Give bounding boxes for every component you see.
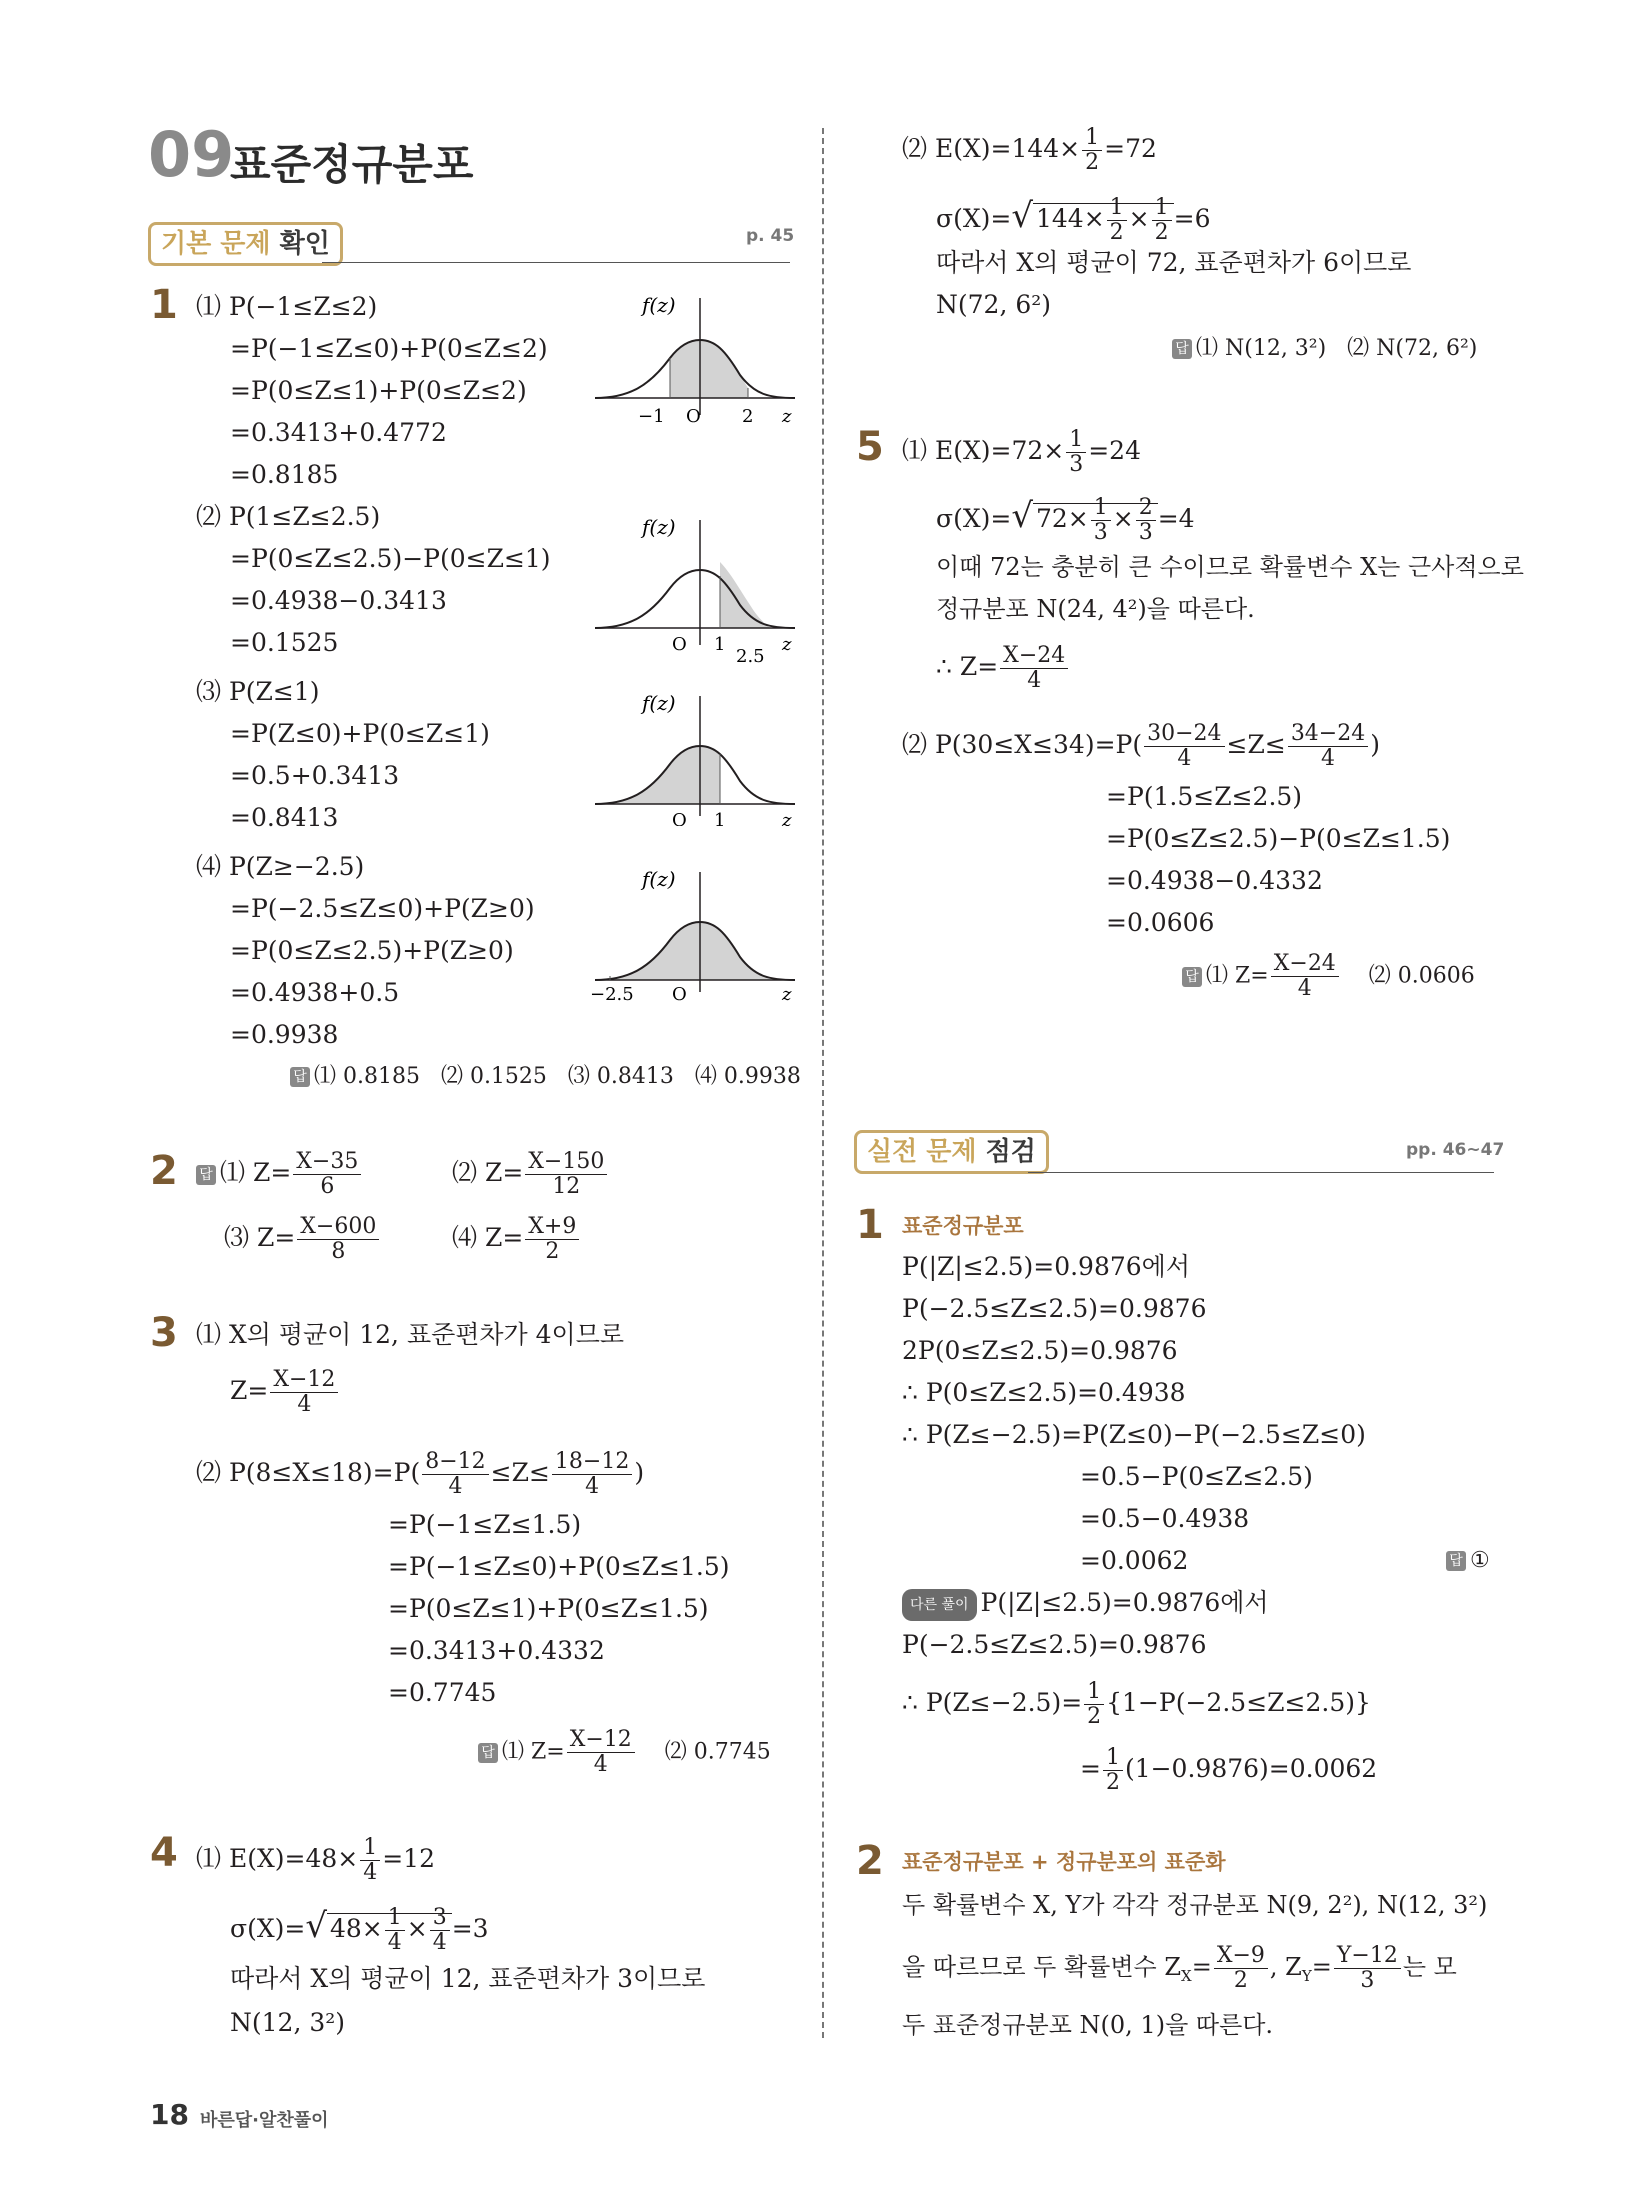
q5-s-n2: 2 xyxy=(1136,496,1156,521)
q4-t4: N(72, 6²) xyxy=(936,290,1052,319)
q1-number: 1 xyxy=(150,282,178,328)
q3-line: =P(−1≤Z≤1.5) xyxy=(388,1510,582,1539)
q4-s-f1 xyxy=(385,1906,405,1955)
q4-s2-d2: 2 xyxy=(1154,220,1169,245)
q5-p2-f2-den: 4 xyxy=(1321,746,1336,771)
r1-answer xyxy=(1446,1546,1490,1576)
q4-s2-n2: 1 xyxy=(1152,196,1172,221)
answer-badge: 답 xyxy=(290,1067,310,1087)
q4-s-pre: σ(X)= xyxy=(230,1914,306,1943)
q4-s-d2: 4 xyxy=(432,1930,447,1955)
basic-underline xyxy=(322,262,790,263)
r1-cont: =0.5−0.4938 xyxy=(1080,1504,1250,1533)
q4-s-x: × xyxy=(406,1914,428,1943)
basic-label-a: 기본 문제 xyxy=(161,229,271,259)
q3-ans-den: 4 xyxy=(593,1752,608,1777)
q4-s-rad xyxy=(327,1905,452,1955)
q5-s-d1: 3 xyxy=(1093,520,1108,545)
q4-number: 4 xyxy=(150,1830,178,1876)
r1-answer-text: ① xyxy=(1470,1548,1490,1573)
r1-alt3-den: 2 xyxy=(1087,1704,1102,1729)
q5-s-pre: σ(X)= xyxy=(936,504,1012,533)
q5-s-n1: 1 xyxy=(1091,496,1111,521)
q2-a1 xyxy=(196,1150,363,1199)
answer-badge: 답 xyxy=(1172,339,1192,359)
q1-1-line: =0.8185 xyxy=(230,460,339,489)
q5-ans-frac xyxy=(1271,952,1339,1001)
q1-3-line: =0.5+0.3413 xyxy=(230,761,400,790)
q5-s-in: 72× xyxy=(1036,504,1089,533)
q1-1-line: =P(−1≤Z≤0)+P(0≤Z≤2) xyxy=(230,334,548,363)
q2-a2-pre: ⑵ Z= xyxy=(452,1158,524,1187)
graph-1-z: z xyxy=(782,406,792,427)
q3-z-num: X−12 xyxy=(270,1368,338,1393)
r2-frac-1-den: 2 xyxy=(1233,1968,1248,1993)
q4-e2-frac xyxy=(1082,126,1102,175)
practice-header xyxy=(854,1130,1049,1174)
graph-1-fz: f(z) xyxy=(642,293,676,317)
q5-p2-f1 xyxy=(1144,722,1224,771)
graph-1-o: O xyxy=(686,406,701,427)
q5-p2-pre: ⑵ P(30≤X≤34)=P( xyxy=(902,730,1143,759)
q4-s-in: 48× xyxy=(330,1914,383,1943)
basic-header xyxy=(148,222,343,266)
q5-number: 5 xyxy=(856,424,884,470)
q2-a2-frac xyxy=(525,1150,607,1199)
q5-e-pre: ⑴ E(X)=72× xyxy=(902,436,1065,465)
q2-a2-num: X−150 xyxy=(525,1150,607,1175)
q4-t1: 따라서 X의 평균이 12, 표준편차가 3이므로 xyxy=(230,1964,706,1993)
q3-z-frac xyxy=(270,1368,338,1417)
practice-underline xyxy=(1028,1172,1494,1173)
r1-line: P(−2.5≤Z≤2.5)=0.9876 xyxy=(902,1294,1207,1323)
graph-2-o: O xyxy=(672,634,687,655)
q3-number: 3 xyxy=(150,1310,178,1356)
graph-3-z: z xyxy=(782,810,792,826)
graph-4-neg25: −2.5 xyxy=(590,984,634,1002)
q5-p2-f2 xyxy=(1288,722,1368,771)
q5-e-frac xyxy=(1066,428,1086,477)
r1-alt4-post: (1−0.9876)=0.0062 xyxy=(1124,1754,1378,1783)
r1-topic: 표준정규분포 xyxy=(902,1214,1024,1238)
graph-1-2: 2 xyxy=(742,406,754,427)
q1-4-line: =P(−2.5≤Z≤0)+P(Z≥0) xyxy=(230,894,535,923)
q3-p2-f1-den: 4 xyxy=(448,1474,463,1499)
q5-p2-f1-num: 30−24 xyxy=(1144,722,1224,747)
q4-s xyxy=(230,1906,489,1955)
q4-e2-den: 2 xyxy=(1085,150,1100,175)
r1-cont: =0.5−P(0≤Z≤2.5) xyxy=(1080,1462,1313,1491)
q4-answer xyxy=(1172,334,1477,364)
graph-3-1: 1 xyxy=(714,810,726,826)
q5-z-pre: ∴ Z= xyxy=(936,652,999,681)
r2-sub-x: X xyxy=(1181,1966,1192,1985)
graph-4-o: O xyxy=(672,984,687,1002)
q4-e-frac xyxy=(360,1836,380,1885)
q2-a4-frac xyxy=(525,1215,579,1264)
q3-z-den: 4 xyxy=(297,1392,312,1417)
answer-badge: 답 xyxy=(1182,967,1202,987)
q5-z-num: X−24 xyxy=(1000,644,1068,669)
q5-line: =0.4938−0.4332 xyxy=(1106,866,1323,895)
q2-a3 xyxy=(224,1215,381,1264)
section-number: 09 xyxy=(148,118,235,191)
q4-s2-post: =6 xyxy=(1173,204,1211,233)
graph-3-o: O xyxy=(672,810,687,826)
q1-3-line: ⑶ P(Z≤1) xyxy=(196,677,320,706)
q3-p2-f2-den: 4 xyxy=(585,1474,600,1499)
q3-p2-pre: ⑵ P(8≤X≤18)=P( xyxy=(196,1458,421,1487)
q1-1-line: =0.3413+0.4772 xyxy=(230,418,447,447)
q2-a4-pre: ⑷ Z= xyxy=(452,1223,524,1252)
q4-s2-rad xyxy=(1033,195,1174,245)
q2-a4-den: 2 xyxy=(545,1239,560,1264)
r2-eq: = xyxy=(1191,1953,1212,1981)
sqrt-icon: √ xyxy=(1011,196,1033,236)
q4-e-den: 4 xyxy=(363,1860,378,1885)
r1-alt-2: P(−2.5≤Z≤2.5)=0.9876 xyxy=(902,1630,1207,1659)
r2-t2-post: 는 모 xyxy=(1402,1953,1457,1981)
q1-4-line: ⑷ P(Z≥−2.5) xyxy=(196,852,365,881)
r1-alt4-den: 2 xyxy=(1105,1770,1120,1795)
r2-t2 xyxy=(902,1944,1457,1993)
q4-s-post: =3 xyxy=(451,1914,489,1943)
q1-1-line: ⑴ P(−1≤Z≤2) xyxy=(196,292,378,321)
q5-ans-num: X−24 xyxy=(1271,952,1339,977)
r1-alt1-text: P(|Z|≤2.5)=0.9876에서 xyxy=(980,1588,1269,1617)
r2-t2-pre: 을 따르므로 두 확률변수 Z xyxy=(902,1953,1182,1981)
q4-s2-d1: 2 xyxy=(1109,220,1124,245)
alt-solution-badge: 다른 풀이 xyxy=(902,1589,977,1621)
q5-t1: 이때 72는 충분히 큰 수이므로 확률변수 X는 근사적으로 xyxy=(936,553,1524,581)
r2-frac-2-num: Y−12 xyxy=(1334,1944,1401,1969)
q5-z xyxy=(936,644,1070,693)
q5-s xyxy=(936,496,1195,545)
q1-4-line: =0.4938+0.5 xyxy=(230,978,400,1007)
graph-2-25: 2.5 xyxy=(736,646,765,665)
column-divider xyxy=(822,128,824,2038)
q1-2-line: =P(0≤Z≤2.5)−P(0≤Z≤1) xyxy=(230,544,551,573)
r2-t3: 두 표준정규분포 N(0, 1)을 따른다. xyxy=(902,2011,1274,2039)
q4-s2-pre: σ(X)= xyxy=(936,204,1012,233)
q5-line: =P(0≤Z≤2.5)−P(0≤Z≤1.5) xyxy=(1106,824,1451,853)
q3-p2-close: ) xyxy=(634,1458,645,1487)
q4-e-pre: ⑴ E(X)=48× xyxy=(196,1844,359,1873)
q4-t2: N(12, 3²) xyxy=(230,2008,346,2037)
practice-label-a: 실전 문제 xyxy=(867,1137,977,1167)
q3-p2 xyxy=(196,1450,644,1499)
q3-line: =P(−1≤Z≤0)+P(0≤Z≤1.5) xyxy=(388,1552,730,1581)
q5-e xyxy=(902,428,1141,477)
r2-frac-2 xyxy=(1334,1944,1401,1993)
graph-2-fz: f(z) xyxy=(642,515,676,539)
q5-e-den: 3 xyxy=(1069,452,1084,477)
q3-answer xyxy=(478,1728,771,1777)
practice-page-ref: pp. 46~47 xyxy=(1406,1140,1505,1160)
q4-s-f2 xyxy=(430,1906,450,1955)
q1-answer-text: ⑴ 0.8185 ⑵ 0.1525 ⑶ 0.8413 ⑷ 0.9938 xyxy=(314,1064,801,1089)
q4-e2-post: =72 xyxy=(1104,134,1157,163)
sqrt-icon: √ xyxy=(305,1906,327,1946)
graph-3-fz: f(z) xyxy=(642,691,676,715)
q5-p2-close: ) xyxy=(1370,730,1380,759)
answer-badge: 답 xyxy=(478,1743,498,1763)
q2-a4 xyxy=(452,1215,581,1264)
graph-4-z: z xyxy=(782,984,792,1002)
q2-a2-den: 12 xyxy=(552,1174,581,1199)
graph-2-z: z xyxy=(782,634,792,655)
q1-1-line: =P(0≤Z≤1)+P(0≤Z≤2) xyxy=(230,376,527,405)
q1-2-line: =0.4938−0.3413 xyxy=(230,586,447,615)
q4-s2-f2 xyxy=(1152,196,1172,245)
r2-eq: = xyxy=(1311,1953,1332,1981)
q5-s-d2: 3 xyxy=(1138,520,1153,545)
r2-comma: , Z xyxy=(1269,1953,1302,1981)
q5-s-f1 xyxy=(1091,496,1111,545)
q3-p2-mid: ≤Z≤ xyxy=(490,1458,550,1487)
r1-alt4-pre: = xyxy=(1080,1754,1101,1783)
q4-s2-n1: 1 xyxy=(1107,196,1127,221)
q4-e-post: =12 xyxy=(382,1844,435,1873)
r1-alt-3 xyxy=(902,1680,1371,1729)
r1-alt3-num: 1 xyxy=(1084,1680,1104,1705)
q3-line-1: ⑴ X의 평균이 12, 표준편차가 4이므로 xyxy=(196,1320,624,1349)
q4-e2-pre: ⑵ E(X)=144× xyxy=(902,134,1081,163)
q5-z-frac xyxy=(1000,644,1068,693)
q4-s2 xyxy=(936,196,1210,245)
answer-badge: 답 xyxy=(1446,1551,1466,1571)
r2-number: 2 xyxy=(856,1838,884,1884)
answer-badge: 답 xyxy=(196,1165,216,1185)
q2-a1-den: 6 xyxy=(320,1174,335,1199)
q1-4-line: =P(0≤Z≤2.5)+P(Z≥0) xyxy=(230,936,514,965)
q4-t3: 따라서 X의 평균이 72, 표준편차가 6이므로 xyxy=(936,248,1412,277)
r2-frac-1 xyxy=(1214,1944,1268,1993)
r1-alt4-num: 1 xyxy=(1103,1746,1123,1771)
r1-alt-4 xyxy=(1080,1746,1377,1795)
r1-line: 2P(0≤Z≤2.5)=0.9876 xyxy=(902,1336,1178,1365)
q5-line: =0.0606 xyxy=(1106,908,1215,937)
q5-e-num: 1 xyxy=(1066,428,1086,453)
r1-alt-1 xyxy=(902,1588,1269,1621)
q3-ans-num: X−12 xyxy=(567,1728,635,1753)
q4-e2 xyxy=(902,126,1157,175)
q2-a2 xyxy=(452,1150,609,1199)
r1-cont: =0.0062 xyxy=(1080,1546,1189,1575)
q1-answer xyxy=(290,1062,801,1092)
q5-ans-2: ⑵ 0.0606 xyxy=(1368,963,1475,989)
q5-p2 xyxy=(902,722,1380,771)
q2-a1-num: X−35 xyxy=(293,1150,361,1175)
q3-line: =0.3413+0.4332 xyxy=(388,1636,605,1665)
r2-t1: 두 확률변수 X, Y가 각각 정규분포 N(9, 2²), N(12, 3²) xyxy=(902,1891,1488,1919)
r1-alt3-pre: ∴ P(Z≤−2.5)= xyxy=(902,1688,1083,1717)
q1-3-line: =0.8413 xyxy=(230,803,339,832)
r1-line: ∴ P(Z≤−2.5)=P(Z≤0)−P(−2.5≤Z≤0) xyxy=(902,1420,1366,1449)
q2-a1-pre: ⑴ Z= xyxy=(220,1158,292,1187)
q5-ans-den: 4 xyxy=(1297,976,1312,1001)
section-title: 표준정규분포 xyxy=(230,140,474,189)
q3-ans-pre: ⑴ Z= xyxy=(502,1739,565,1765)
q5-ans-pre: ⑴ Z= xyxy=(1206,963,1269,989)
footer-page-number: 18 xyxy=(150,2098,189,2131)
q1-4-line: =0.9938 xyxy=(230,1020,339,1049)
q2-a3-den: 8 xyxy=(331,1239,346,1264)
q2-a1-frac xyxy=(293,1150,361,1199)
q4-s2-f1 xyxy=(1107,196,1127,245)
q5-s-x: × xyxy=(1112,504,1134,533)
r1-line: ∴ P(0≤Z≤2.5)=0.4938 xyxy=(902,1378,1186,1407)
q5-p2-f1-den: 4 xyxy=(1177,746,1192,771)
r1-number: 1 xyxy=(856,1202,884,1248)
q3-p2-f2-num: 18−12 xyxy=(552,1450,632,1475)
r1-alt3-post: {1−P(−2.5≤Z≤2.5)} xyxy=(1106,1688,1371,1717)
q5-z-den: 4 xyxy=(1027,668,1042,693)
footer-title: 바른답·알찬풀이 xyxy=(200,2110,329,2131)
graph-3 xyxy=(590,676,800,826)
q1-2-line: ⑵ P(1≤Z≤2.5) xyxy=(196,502,381,531)
q5-p2-f2-num: 34−24 xyxy=(1288,722,1368,747)
q4-s2-x: × xyxy=(1128,204,1150,233)
q2-a4-num: X+9 xyxy=(525,1215,579,1240)
q3-p2-f1 xyxy=(422,1450,488,1499)
q3-z-pre: Z= xyxy=(230,1376,269,1405)
q4-s-d1: 4 xyxy=(387,1930,402,1955)
q4-s-n2: 3 xyxy=(430,1906,450,1931)
sqrt-icon: √ xyxy=(1011,496,1033,536)
graph-1 xyxy=(590,290,800,445)
q4-s-n1: 1 xyxy=(385,1906,405,1931)
q3-ans-frac xyxy=(567,1728,635,1777)
r2-frac-2-den: 3 xyxy=(1360,1968,1375,1993)
q1-3-line: =P(Z≤0)+P(0≤Z≤1) xyxy=(230,719,490,748)
graph-1-neg1: −1 xyxy=(638,406,665,427)
q3-p2-f2 xyxy=(552,1450,632,1499)
q3-line: =P(0≤Z≤1)+P(0≤Z≤1.5) xyxy=(388,1594,709,1623)
q5-s-f2 xyxy=(1136,496,1156,545)
q4-answer-text: ⑴ N(12, 3²) ⑵ N(72, 6²) xyxy=(1196,336,1478,361)
q3-z xyxy=(230,1368,340,1417)
q5-answer xyxy=(1182,952,1475,1001)
r1-alt4-frac xyxy=(1103,1746,1123,1795)
r2-frac-1-num: X−9 xyxy=(1214,1944,1268,1969)
practice-label-b: 점검 xyxy=(985,1137,1036,1167)
q2-a3-pre: ⑶ Z= xyxy=(224,1223,296,1252)
q5-t2: 정규분포 N(24, 4²)을 따른다. xyxy=(936,595,1255,623)
graph-4-fz: f(z) xyxy=(642,867,676,891)
basic-label-b: 확인 xyxy=(279,229,330,259)
graph-2-1: 1 xyxy=(714,634,726,655)
graph-4 xyxy=(590,852,800,1002)
q1-2-line: =0.1525 xyxy=(230,628,339,657)
q5-s-rad xyxy=(1033,495,1158,545)
r1-line: P(|Z|≤2.5)=0.9876에서 xyxy=(902,1252,1190,1281)
q4-s2-in: 144× xyxy=(1036,204,1105,233)
q5-e-post: =24 xyxy=(1088,436,1141,465)
r1-alt3-frac xyxy=(1084,1680,1104,1729)
q2-a3-frac xyxy=(297,1215,379,1264)
q3-p2-f1-num: 8−12 xyxy=(422,1450,488,1475)
q2-number: 2 xyxy=(150,1148,178,1194)
q3-line: =0.7745 xyxy=(388,1678,497,1707)
r2-topic: 표준정규분포 + 정규분포의 표준화 xyxy=(902,1850,1226,1874)
q5-p2-mid: ≤Z≤ xyxy=(1226,730,1286,759)
q5-s-post: =4 xyxy=(1157,504,1195,533)
q4-e2-num: 1 xyxy=(1082,126,1102,151)
q3-ans-2: ⑵ 0.7745 xyxy=(664,1739,771,1765)
q5-line: =P(1.5≤Z≤2.5) xyxy=(1106,782,1303,811)
r2-sub-y: Y xyxy=(1301,1966,1312,1985)
q2-a3-num: X−600 xyxy=(297,1215,379,1240)
basic-page-ref: p. 45 xyxy=(746,226,795,246)
graph-2 xyxy=(590,500,800,665)
q4-e-num: 1 xyxy=(360,1836,380,1861)
q4-e xyxy=(196,1836,435,1885)
